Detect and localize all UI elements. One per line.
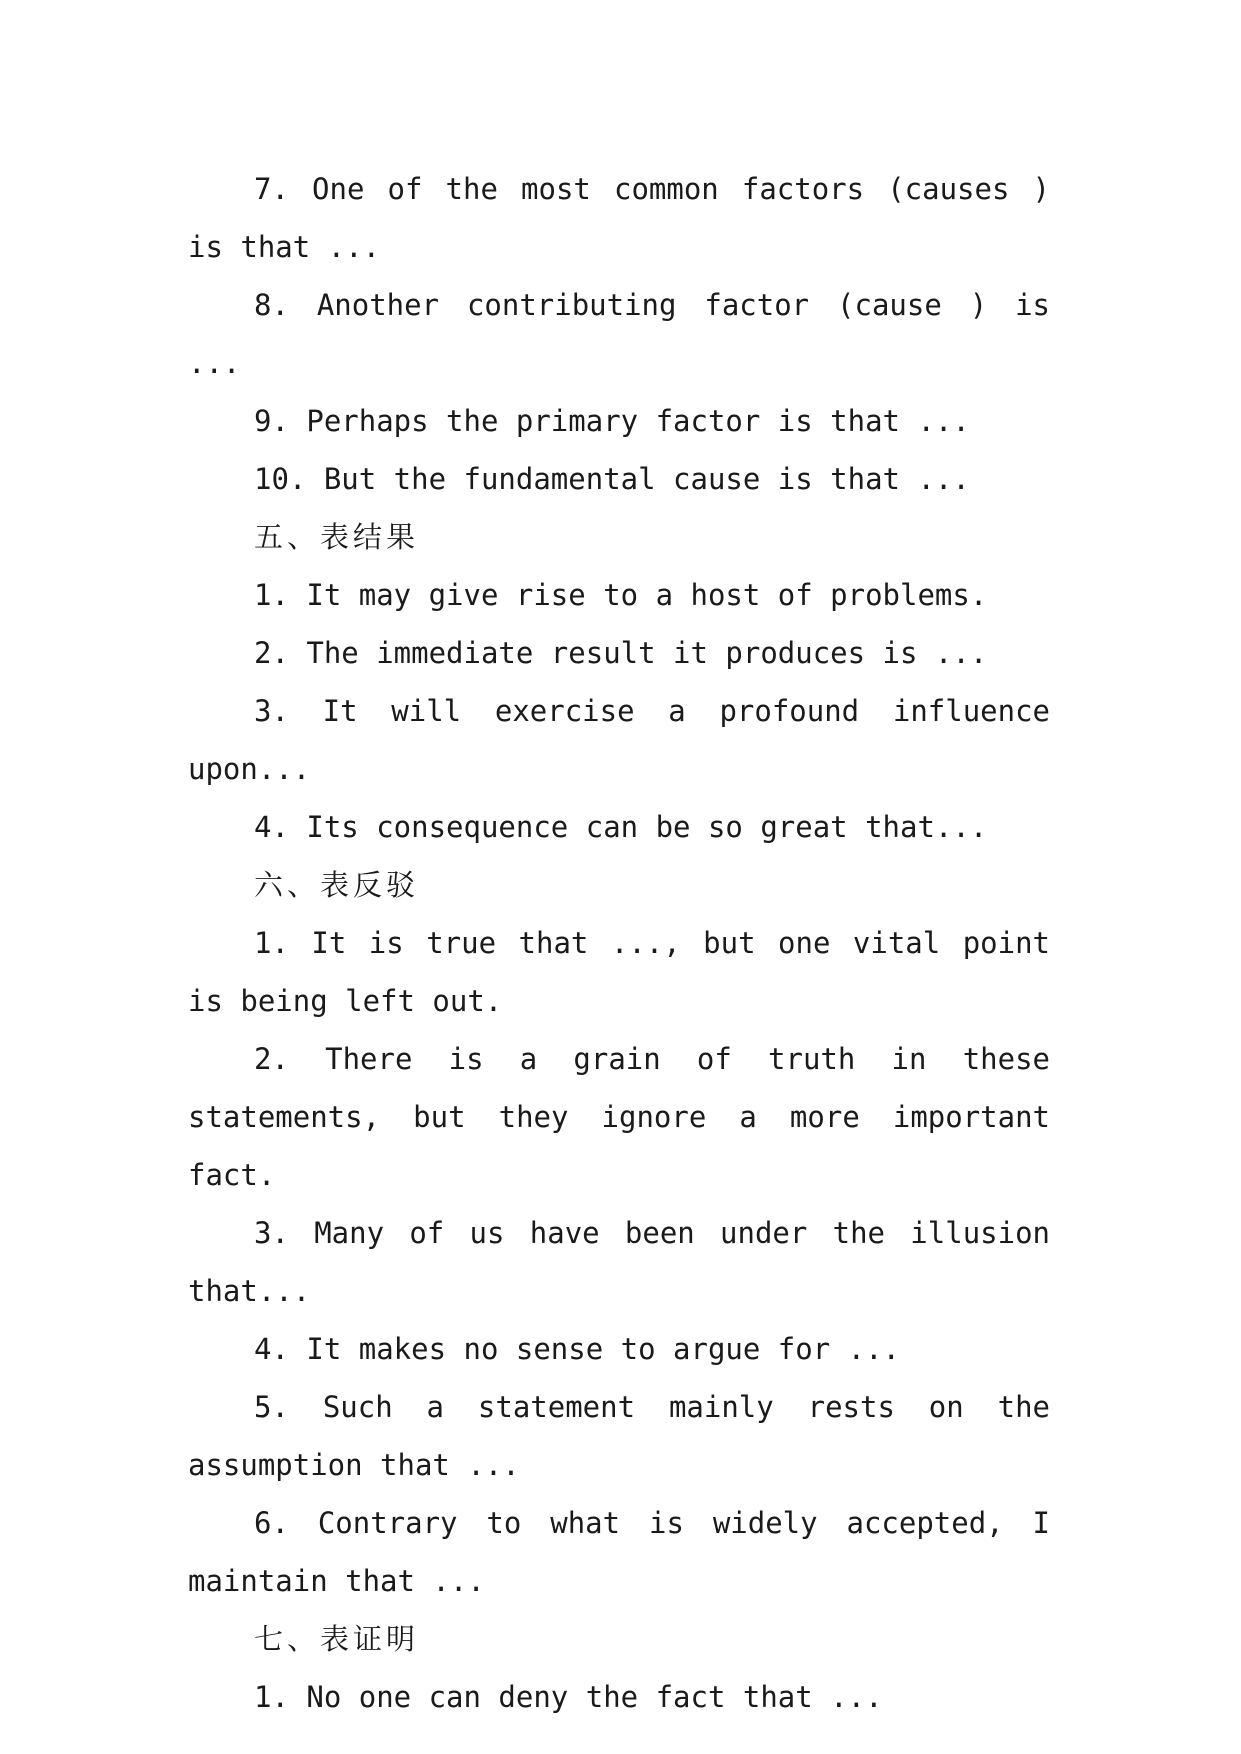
list-item: 2. The immediate result it produces is ...	[254, 636, 988, 670]
list-item: 3. It will exercise a profound influence upon...	[188, 694, 1050, 786]
list-item: 4. Its consequence can be so great that...	[254, 810, 988, 844]
list-item: 10. But the fundamental cause is that ...	[254, 462, 970, 496]
section-heading: 五、表结果	[254, 520, 420, 554]
section-heading: 六、表反驳	[254, 868, 420, 902]
list-item: 5. Such a statement mainly rests on the assumption that ...	[188, 1390, 1050, 1482]
list-item: 6. Contrary to what is widely accepted, I maintain that ...	[188, 1506, 1050, 1598]
list-item: 1. It may give rise to a host of problems.	[254, 578, 988, 612]
list-item: 3. Many of us have been under the illusion that...	[188, 1216, 1050, 1308]
list-item: 9. Perhaps the primary factor is that ...	[254, 404, 970, 438]
list-item: 1. No one can deny the fact that ...	[254, 1680, 883, 1714]
list-item: 2. There is a grain of truth in these statements, but they ignore a more important fact.	[188, 1042, 1050, 1192]
list-item: 4. It makes no sense to argue for ...	[254, 1332, 901, 1366]
list-item: 1. It is true that ..., but one vital point is being left out.	[188, 926, 1050, 1018]
list-item: 8. Another contributing factor (cause ) is ...	[188, 288, 1050, 380]
section-heading: 七、表证明	[254, 1622, 420, 1656]
list-item: 7. One of the most common factors (causes ) is that ...	[188, 172, 1050, 264]
document-page	[188, 160, 1050, 1726]
